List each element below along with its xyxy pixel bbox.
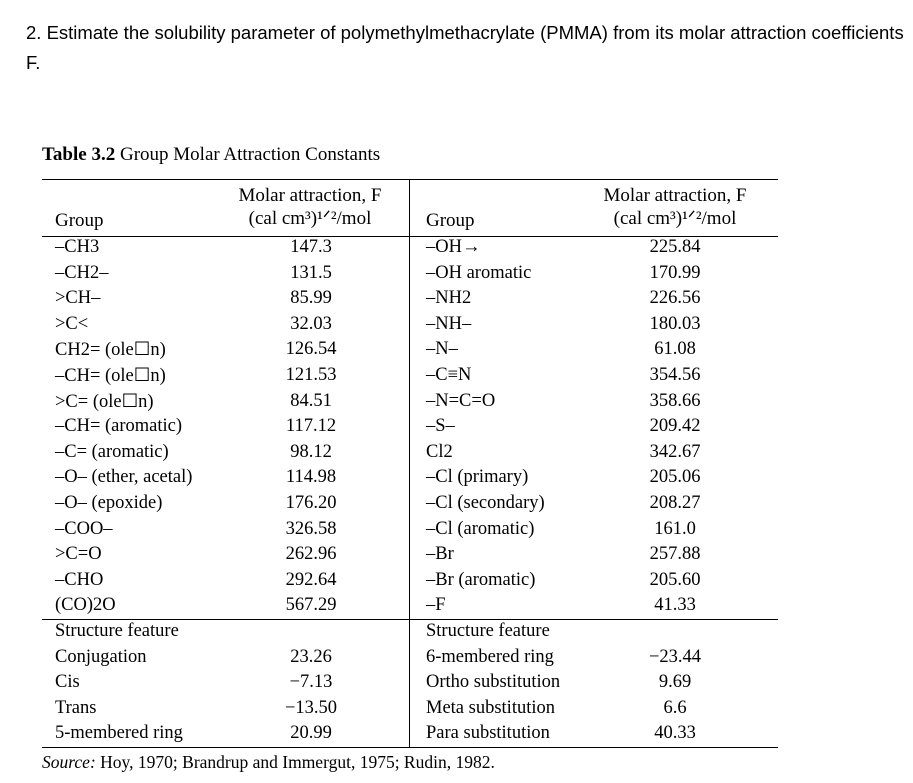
table-row [0,519,913,545]
group-cell: 5-membered ring [55,723,183,744]
table-top-rule [42,179,778,180]
value-cell: 9.69 [658,672,692,693]
group-cell: –O– (ether, acetal) [55,467,193,488]
table-row [0,391,913,417]
value-cell: 32.03 [290,313,332,334]
group-cell: –OH→ [426,237,481,257]
header-molar-right-2: (cal cm³)¹ᐟ²/mol [613,208,737,229]
table-row [0,621,913,647]
table-caption: Group Molar Attraction Constants [119,144,381,165]
value-cell: 40.33 [654,723,696,744]
value-cell: 117.12 [285,416,337,437]
value-cell: 205.60 [649,569,701,590]
table-row [0,416,913,442]
table-row [0,263,913,289]
table-row [0,723,913,749]
value-cell: 225.84 [649,237,701,257]
group-cell: 6-membered ring [426,646,554,667]
value-cell: 85.99 [290,288,332,309]
group-cell: –CH= (aromatic) [55,416,183,437]
group-cell: –COO– [55,518,113,539]
group-cell: –C= (aromatic) [55,441,169,462]
value-cell: 170.99 [649,262,701,283]
group-cell: –N=C=O [426,390,496,411]
group-cell: Meta substitution [426,697,555,718]
table-row [0,672,913,698]
header-molar-right-1: Molar attraction, F [603,185,747,206]
table-label: Table 3.2 [42,144,116,165]
table-row [0,442,913,468]
table-row [0,595,913,621]
value-cell: 358.66 [649,390,701,411]
source-label: Source: [42,752,96,772]
table-row [0,365,913,391]
value-cell: 20.99 [290,723,332,744]
group-cell: Conjugation [55,646,147,667]
group-cell: >C= (ole☐n) [55,391,154,412]
value-cell: 354.56 [649,365,701,385]
group-cell: (CO)2O [55,595,116,616]
table-row [0,237,913,263]
group-cell: Para substitution [426,723,550,744]
header-group-left: Group [55,210,104,231]
question-text: 2. Estimate the solubility parameter of polymethylmethacrylate (PMMA) from its molar attraction coefficients F. [26,22,904,73]
table-source [42,752,495,773]
value-cell: −7.13 [289,672,333,693]
group-cell: –CH2– [55,262,109,283]
value-cell: 326.58 [285,518,337,539]
table-row [0,493,913,519]
value-cell: 61.08 [654,339,696,360]
header-group-right: Group [426,210,475,231]
value-cell: −23.44 [648,646,702,667]
table-row [0,288,913,314]
group-cell: –Br [426,544,454,565]
table-row [0,467,913,493]
table-row [0,570,913,596]
table-row [0,544,913,570]
group-cell: –CH3 [55,237,100,257]
value-cell: 161.0 [654,518,696,539]
group-cell: –N– [426,339,458,360]
table-row [0,647,913,673]
value-cell: 41.33 [654,595,696,616]
value-cell: 176.20 [285,493,337,513]
header-molar-left-1: Molar attraction, F [238,185,382,206]
group-cell: CH2= (ole☐n) [55,340,166,361]
group-cell: –O– (epoxide) [55,493,163,513]
value-cell: 209.42 [649,416,701,437]
value-cell: 23.26 [290,646,332,667]
group-cell: –NH– [426,313,472,334]
group-cell: >C< [55,313,89,334]
value-cell: 84.51 [290,390,332,411]
value-cell: 342.67 [649,441,701,462]
group-cell: –OH aromatic [426,262,532,283]
group-cell: –CH= (ole☐n) [55,366,166,386]
value-cell: 292.64 [285,569,337,590]
group-cell: –S– [426,416,455,437]
table-row [0,339,913,365]
value-cell: 6.6 [663,697,687,718]
group-cell: –Br (aromatic) [426,569,536,590]
value-cell: 257.88 [649,544,701,565]
group-cell: Structure feature [426,621,550,641]
group-cell: Ortho substitution [426,672,561,693]
source-text: Hoy, 1970; Brandrup and Immergut, 1975; Rudin, 1982. [100,752,495,772]
value-cell: 567.29 [285,595,337,616]
group-cell: –F [426,595,446,616]
value-cell: 131.5 [290,262,332,283]
group-cell: Cis [55,672,80,693]
table-title [42,144,380,166]
value-cell: 180.03 [649,313,701,334]
group-cell: >CH– [55,288,101,309]
group-cell: –Cl (secondary) [426,493,545,513]
value-cell: 126.54 [285,339,337,360]
table-row [0,314,913,340]
group-cell: –Cl (aromatic) [426,518,535,539]
value-cell: 98.12 [290,441,332,462]
value-cell: 208.27 [649,493,701,513]
group-cell: Structure feature [55,621,179,641]
value-cell: 147.3 [290,237,332,257]
group-cell: –CHO [55,569,104,590]
group-cell: Trans [55,697,97,718]
group-cell: –NH2 [426,288,472,309]
value-cell: 226.56 [649,288,701,309]
value-cell: −13.50 [284,697,338,718]
value-cell: 114.98 [285,467,337,488]
group-cell: –C≡N [426,365,472,385]
group-cell: –Cl (primary) [426,467,529,488]
table-row [0,698,913,724]
value-cell: 205.06 [649,467,701,488]
group-cell: Cl2 [426,441,453,462]
value-cell: 121.53 [285,365,337,385]
header-molar-left-2: (cal cm³)¹ᐟ²/mol [248,208,372,229]
group-cell: >C=O [55,544,102,565]
value-cell: 262.96 [285,544,337,565]
